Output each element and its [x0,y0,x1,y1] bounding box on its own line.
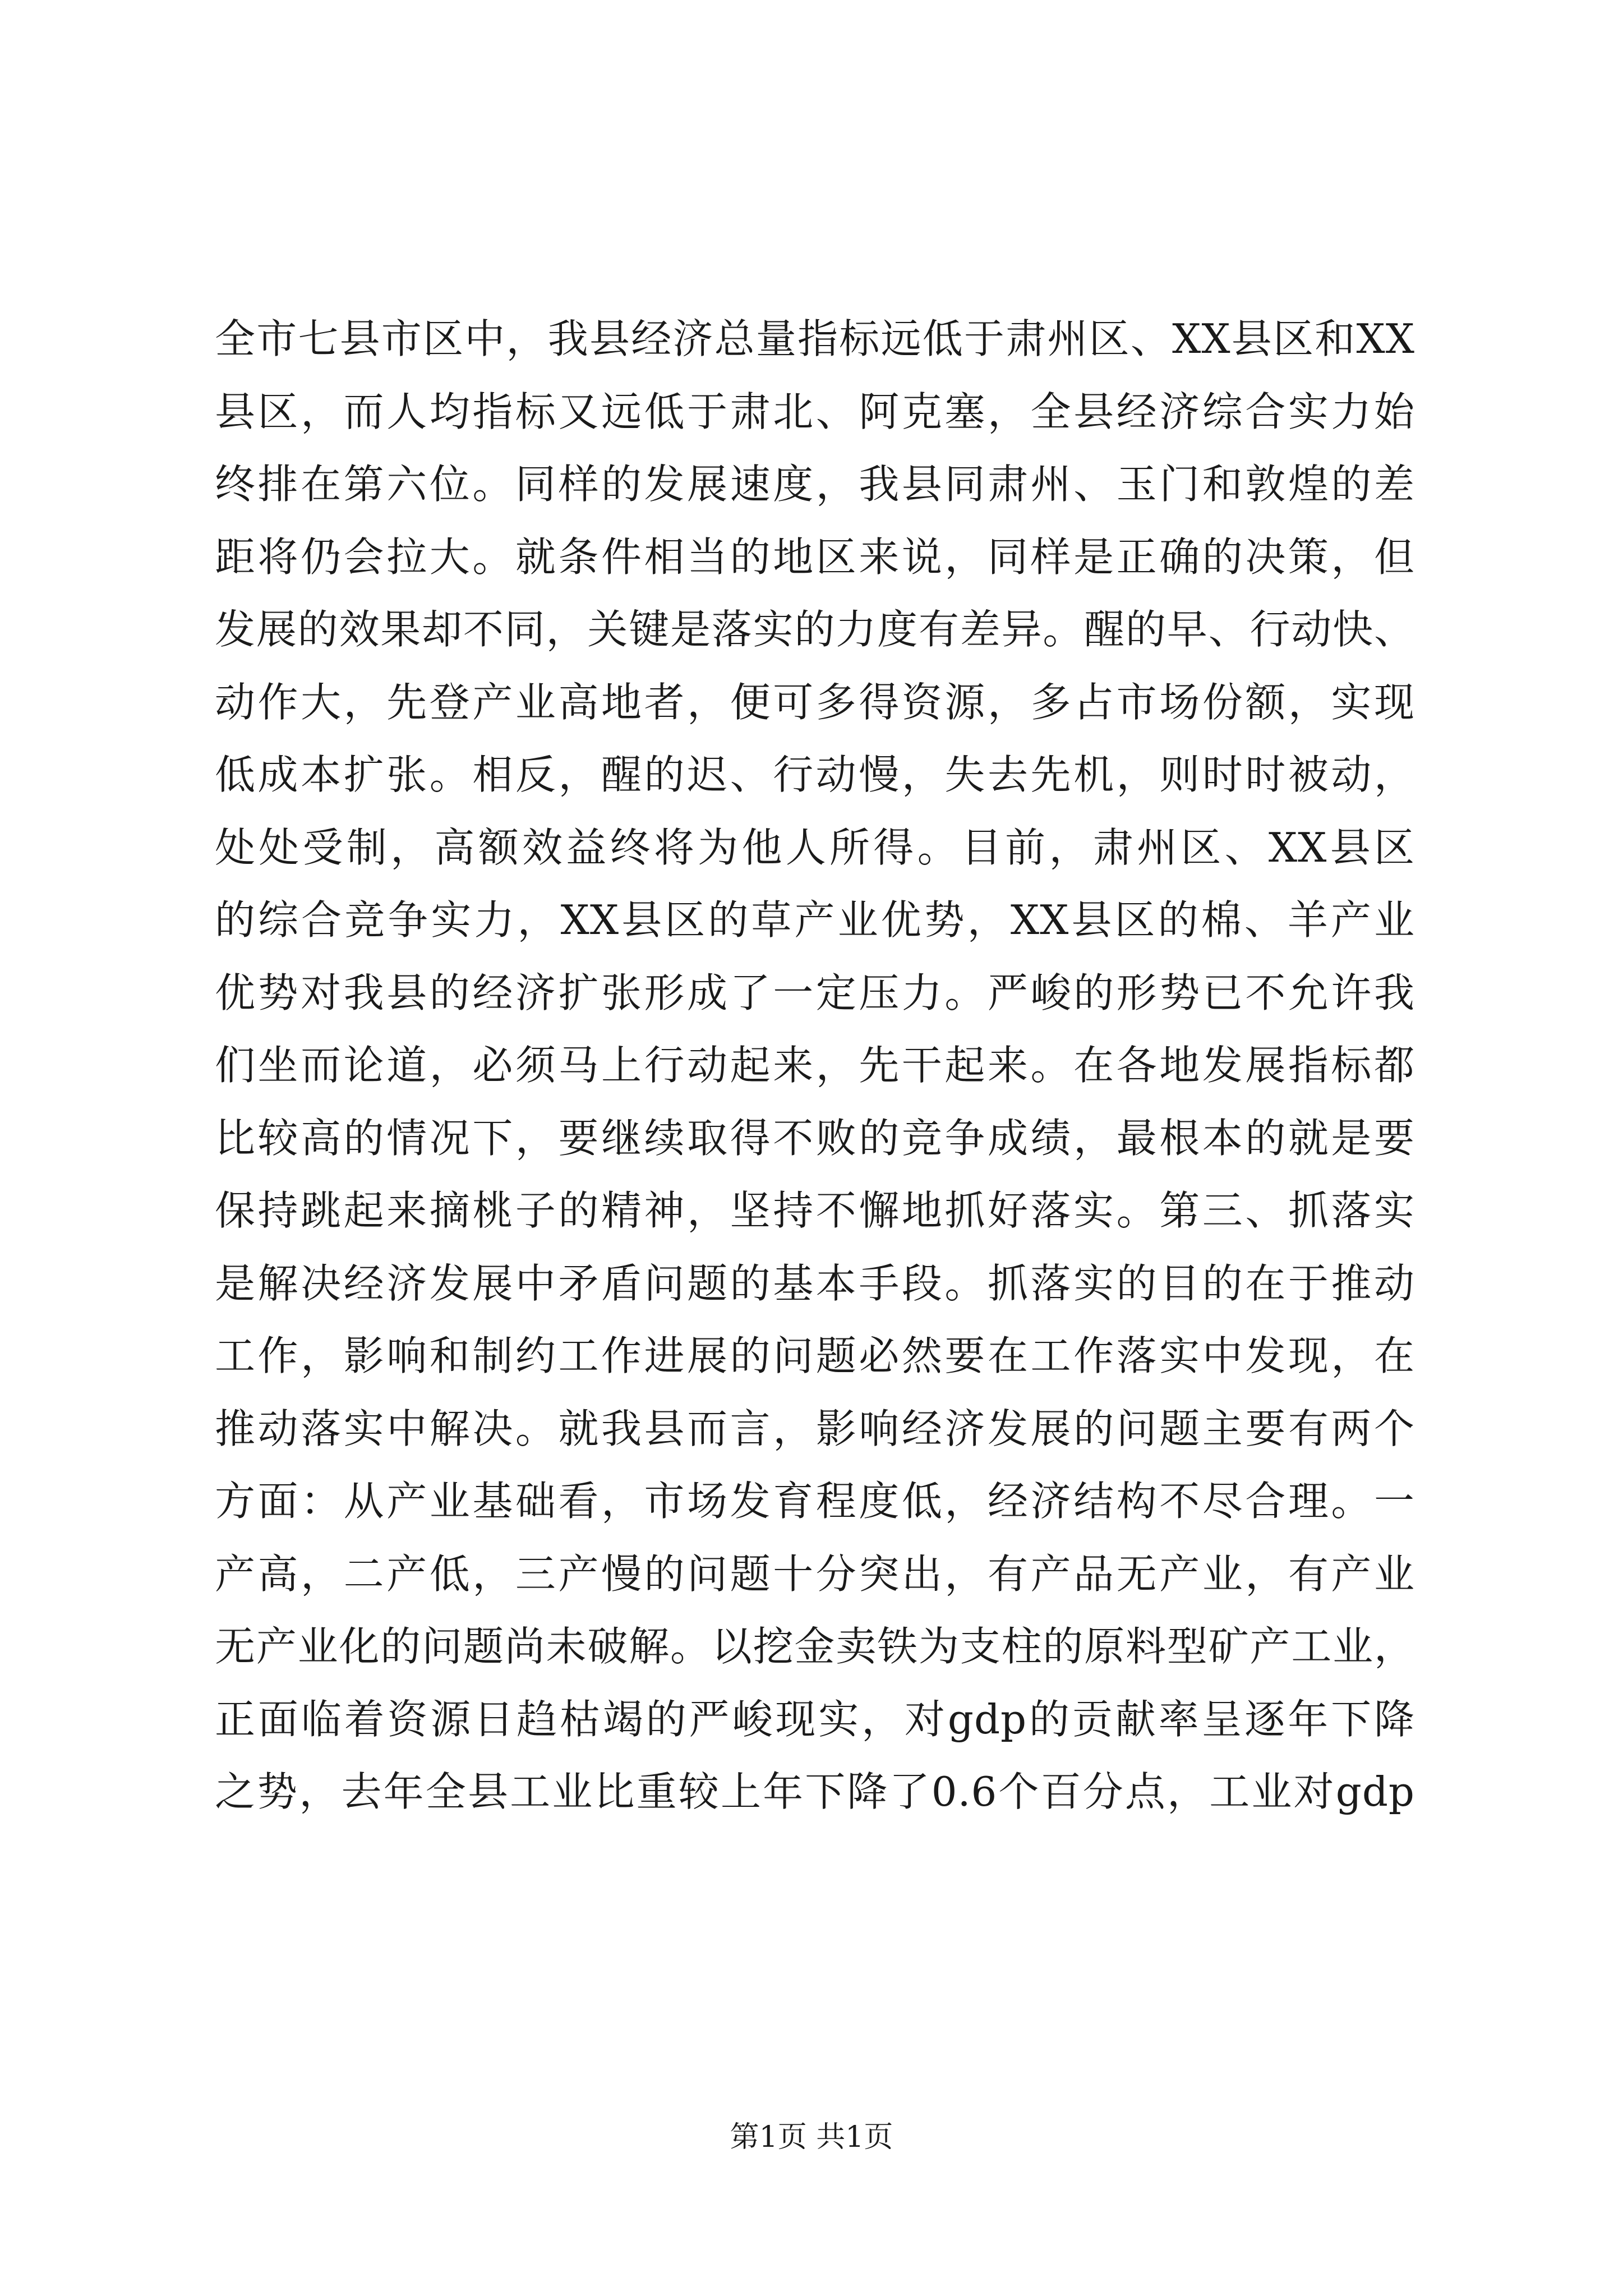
text-line: 县区，而人均指标又远低于肃北、阿克塞，全县经济综合实力始 [215,388,1415,435]
text-line: 终排在第六位。同样的发展速度，我县同肃州、玉门和敦煌的差 [215,461,1415,508]
text-line: 之势，去年全县工业比重较上年下降了0.6个百分点，工业对gdp [215,1768,1415,1815]
text-line: 的综合竞争实力，XX县区的草产业优势，XX县区的棉、羊产业 [215,896,1415,944]
text-line: 全市七县市区中，我县经济总量指标远低于肃州区、XX县区和XX [215,315,1415,362]
text-line: 保持跳起来摘桃子的精神，坚持不懈地抓好落实。第三、抓落实 [215,1187,1415,1234]
text-line: 是解决经济发展中矛盾问题的基本手段。抓落实的目的在于推动 [215,1259,1415,1307]
text-line: 比较高的情况下，要继续取得不败的竞争成绩，最根本的就是要 [215,1114,1415,1162]
text-line: 处处受制，高额效益终将为他人所得。目前，肃州区、XX县区 [215,823,1415,871]
text-line: 正面临着资源日趋枯竭的严峻现实，对gdp的贡献率呈逐年下降 [215,1695,1415,1743]
text-line: 推动落实中解决。就我县而言，影响经济发展的问题主要有两个 [215,1405,1415,1452]
text-line: 无产业化的问题尚未破解。以挖金卖铁为支柱的原料型矿产工业， [215,1623,1415,1670]
text-line: 工作，影响和制约工作进展的问题必然要在工作落实中发现，在 [215,1332,1415,1379]
text-line: 发展的效果却不同，关键是落实的力度有差异。醒的早、行动快、 [215,606,1415,653]
text-line: 们坐而论道，必须马上行动起来，先干起来。在各地发展指标都 [215,1042,1415,1089]
page-number: 第1页 共1页 [730,2120,893,2154]
text-line: 产高，二产低，三产慢的问题十分突出，有产品无产业，有产业 [215,1550,1415,1598]
text-line: 动作大，先登产业高地者，便可多得资源，多占市场份额，实现 [215,678,1415,726]
body-text [215,303,1415,1829]
page-footer [0,2118,1623,2157]
text-line: 方面：从产业基础看，市场发育程度低，经济结构不尽合理。一 [215,1478,1415,1525]
text-line: 距将仍会拉大。就条件相当的地区来说，同样是正确的决策，但 [215,533,1415,581]
text-line: 低成本扩张。相反，醒的迟、行动慢，失去先机，则时时被动， [215,751,1415,798]
text-line: 优势对我县的经济扩张形成了一定压力。严峻的形势已不允许我 [215,969,1415,1016]
